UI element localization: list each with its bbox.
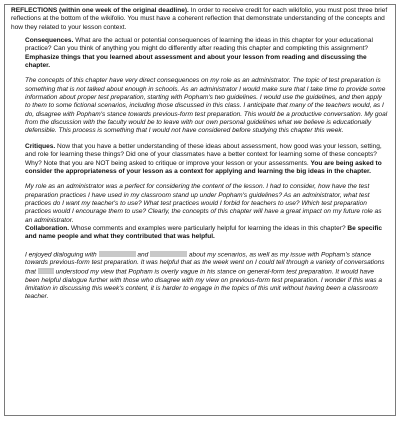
redacted-name: [99, 251, 136, 257]
collaboration-emphasis: Be specific and name people and what they contributed that was helpful.: [25, 224, 382, 241]
reflections-document: [4, 4, 396, 416]
critiques-response: My role as an administrator was a perfect for considering the content of the lesson. I had to consider, how have the test preparation practices I have used in my classroom stand up under Popham's guidelines? As an administrator, what test practices do I want my teacher's to use? What test practices would I forbid for teachers to use? Which test preparation practices would I encourage them to use? Clearly, the concepts of this chapter will have a great impact on my future role as an administrator.: [25, 183, 382, 224]
consequences-heading: Consequences.: [25, 37, 74, 45]
intro-paragraph: [11, 7, 390, 32]
consequences-section: [25, 37, 388, 136]
intro-text: In order to receive credit for each wikifolio, you must post three brief reflections at the bottom of the wikifolio. You must have a coherent reflection that demonstrate understanding of the concepts and how they related to your lesson context.: [11, 7, 388, 31]
collaboration-section: [25, 225, 388, 302]
critiques-section: [25, 143, 388, 225]
critiques-emphasis: You are being asked to consider the appropriateness of your lesson as a context for applying and learning the big ideas in the chapter.: [25, 159, 382, 175]
collaboration-response-part-2: and: [135, 251, 151, 259]
critiques-heading: Critiques.: [25, 142, 56, 150]
collaboration-response-part-4: understood my view that Popham is overly vague in his stance on general-form test preparation. It would have been helpful dialogue further with those who disagree with my view on previous-form test preparation. I wonder if this was a limitation in discussing this week's content, it is harder to engage in the topics of this unit without having been a classroom teacher.: [25, 268, 382, 301]
collaboration-prompt: [25, 225, 388, 242]
critiques-question: Now that you have a better understanding of these ideas about assessment, how good was your lesson, setting, and role for learning these things? Did one of your classmates have a better context for learning some of these concepts? Why? Note that you are NOT being asked to critique or improve your lesson or your assessments.: [25, 142, 382, 167]
redacted-name: [38, 268, 54, 274]
critiques-prompt: [25, 143, 388, 176]
consequences-response: The concepts of this chapter have very direct consequences on my role as an administrator. The topic of test preparation is something that is not talked about enough in schools. As an administrator I would make sure that I take time to provide some information about proper test preparation, starting with Popham's two guidelines. I would use the guidelines, and then apply to them to some fictional scenarios, including those discussed in this class. I anticipate that many of the teachers would, as I do, disagree with Popham's stance towards previous-form test preparation. This would be a productive conversation. My goal from the discussion with the faculty would be to leave with our own personal guidelines what we believe is educationally defensible. This process is something that I would not have considered before studying this chapter this week.: [25, 77, 388, 135]
redacted-name: [150, 251, 187, 257]
collaboration-question: Whose comments and examples were particularly helpful for learning the ideas in this chapter?: [69, 224, 348, 232]
collaboration-response-part-3: about my scenarios, as well as my issue with Popham's stance towards previous-form test preparation. It was helpful that as the week went on I could tell through a variety of conversations that: [25, 251, 385, 276]
consequences-prompt: [25, 37, 388, 70]
reflections-title: REFLECTIONS (within one week of the original deadline).: [11, 7, 189, 14]
consequences-question: What are the actual or potential consequences of learning the ideas in this chapter for your educational practice? Can you think of anything you might do differently after reading this chapter and completing this assignment?: [25, 37, 373, 53]
collaboration-heading: Collaboration.: [25, 224, 70, 232]
consequences-emphasis: Emphasize things that you learned about assessment and about your lesson from reading and discussing the chapter.: [25, 53, 367, 70]
collaboration-response: [25, 251, 388, 302]
collaboration-response-part-1: I enjoyed dialoguing with: [25, 251, 99, 259]
